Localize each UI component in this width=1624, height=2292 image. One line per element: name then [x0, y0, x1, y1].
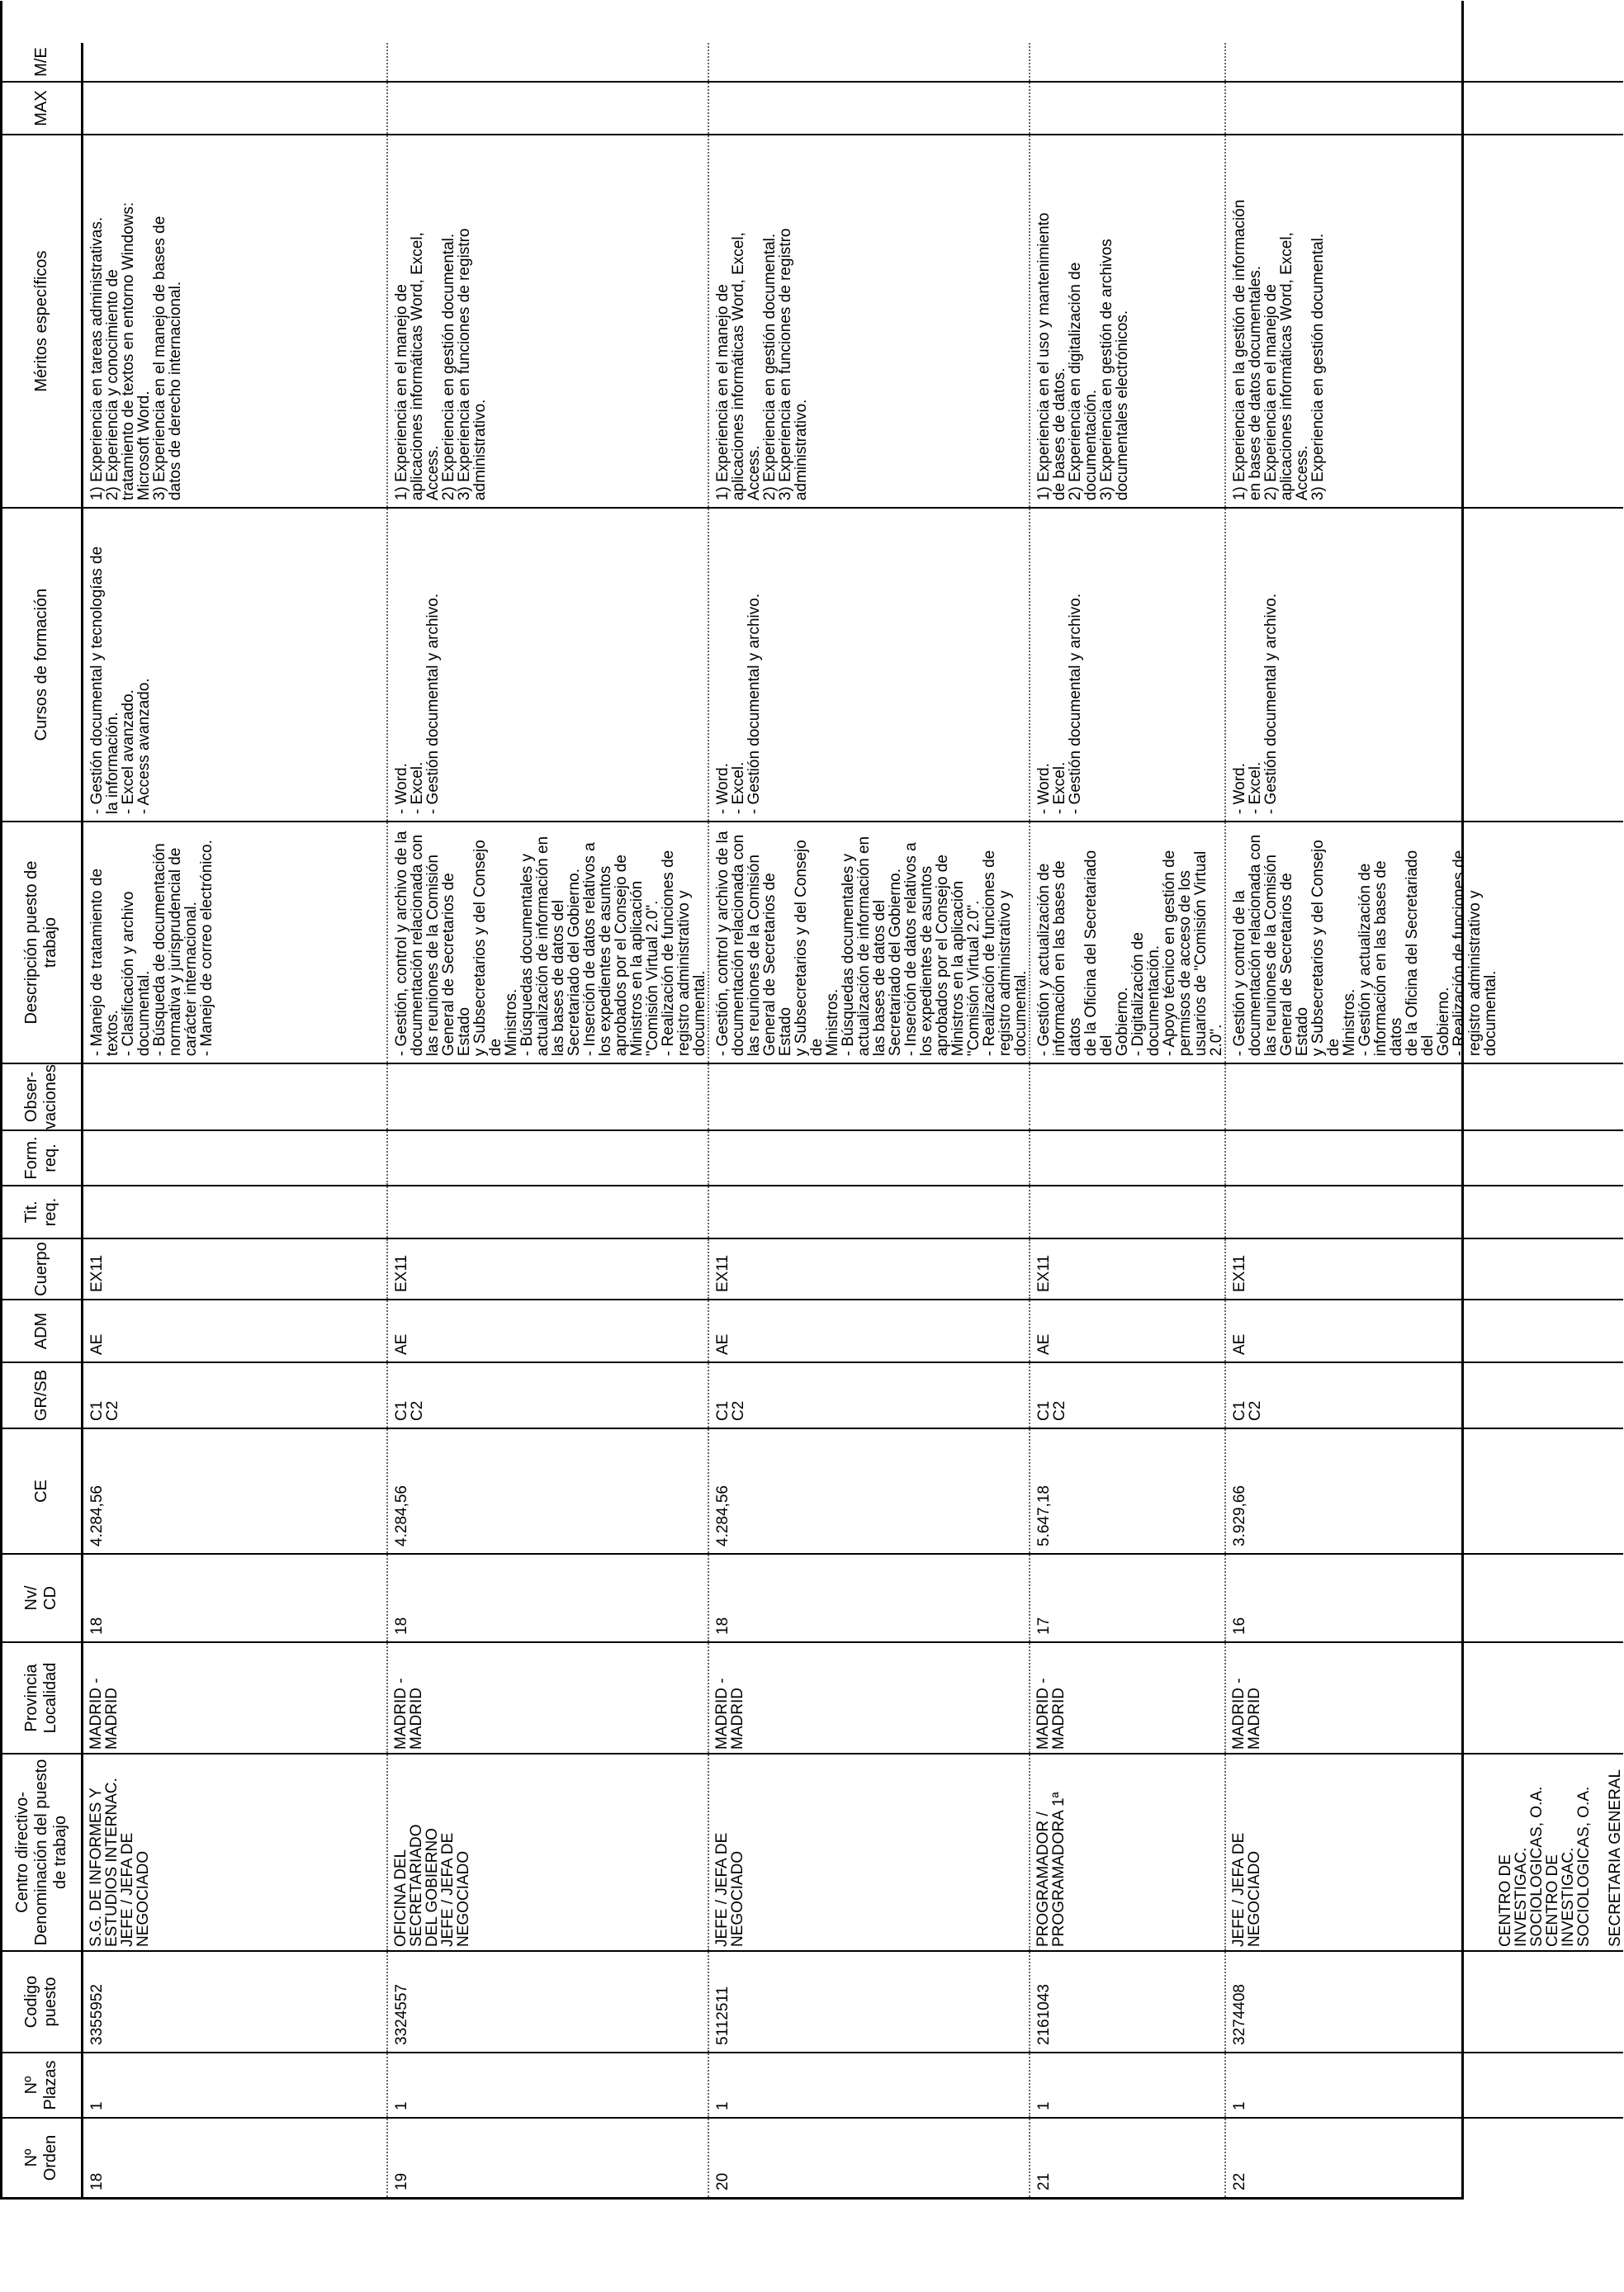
header-titulacion: Tit. req.: [2, 1186, 82, 1238]
cell-adm: AE: [387, 1300, 708, 1362]
header-plazas: Nº Plazas: [2, 2053, 82, 2118]
cell-adm: AE: [1225, 1300, 1623, 1362]
cell-orden: 18: [82, 2118, 387, 2197]
cell-max: [1225, 82, 1623, 135]
cell-cuerpo: EX11: [1225, 1238, 1623, 1300]
cell-codigo: 3324557: [387, 1951, 708, 2053]
cell-titulacion: [82, 1186, 387, 1238]
cell-titulacion: [1225, 1186, 1623, 1238]
cell-ce: 5.647,18: [1030, 1428, 1225, 1554]
header-nivel: Nv/ CD: [2, 1554, 82, 1642]
header-ce: CE: [2, 1428, 82, 1554]
cell-provincia: MADRID - MADRID: [1030, 1642, 1225, 1754]
positions-table: [2, 43, 1623, 2197]
header-observaciones: Obser- vaciones: [2, 1063, 82, 1130]
cell-adm: AE: [1030, 1300, 1225, 1362]
cell-observaciones: [1030, 1063, 1225, 1130]
cell-descripcion: - Gestión, control y archivo de la documentación relacionada con las reuniones de la Comisión General de Secretarios de Estado y Subsecretarios y del Consejo de Ministros. - Búsquedas documentales y actualización de información en las bases de datos del Secretariado del Gobierno. - Inserción de datos relativos a los expedientes de asuntos aprobados por el Consejo de Ministros en la aplicación "Comisión Virtual 2.0". - Realización de funciones de registro administrativo y documental.: [387, 822, 708, 1063]
cell-centro: JEFE / JEFA DE NEGOCIADO: [708, 1754, 1030, 1951]
header-row: [2, 43, 82, 2197]
cell-codigo: 3274408: [1225, 1951, 1623, 2053]
header-formacion: Form. req.: [2, 1130, 82, 1186]
header-me: M/E: [2, 43, 82, 82]
cell-observaciones: [387, 1063, 708, 1130]
cell-ce: 3.929,66: [1225, 1428, 1623, 1554]
cell-max: [82, 82, 387, 135]
cell-centro: S.G. DE INFORMES Y ESTUDIOS INTERNAC. JEFE / JEFA DE NEGOCIADO: [82, 1754, 387, 1951]
cell-descripcion: - Manejo de tratamiento de textos. - Clasificación y archivo documental. - Búsqueda de documentación normativa y jurisprudencial de carácter internacional. - Manejo de correo electrónico.: [82, 822, 387, 1063]
cell-cuerpo: EX11: [387, 1238, 708, 1300]
cell-meritos: 1) Experiencia en el manejo de aplicaciones informáticas Word, Excel, Access. 2) Experiencia en gestión documental. 3) Experiencia en funciones de registro administrativo.: [708, 135, 1030, 508]
header-max: MAX: [2, 82, 82, 135]
header-orden: Nº Orden: [2, 2118, 82, 2197]
cell-titulacion: [708, 1186, 1030, 1238]
cell-formacion: [82, 1130, 387, 1186]
cell-me: [1030, 43, 1225, 82]
cell-cursos: - Gestión documental y tecnologías de la información. - Excel avanzado. - Access avanzado.: [82, 508, 387, 822]
cell-grupo: C1 C2: [708, 1362, 1030, 1428]
cell-adm: AE: [82, 1300, 387, 1362]
cell-me: [1225, 43, 1623, 82]
cell-me: [387, 43, 708, 82]
cell-centro: OFICINA DEL SECRETARIADO DEL GOBIERNO JEFE / JEFA DE NEGOCIADO: [387, 1754, 708, 1951]
cell-provincia: MADRID - MADRID: [708, 1642, 1030, 1754]
cell-cuerpo: EX11: [82, 1238, 387, 1300]
table-row: [1030, 43, 1225, 2197]
cell-nivel: 16: [1225, 1554, 1623, 1642]
cell-centro: PROGRAMADOR / PROGRAMADORA 1ª: [1030, 1754, 1225, 1951]
header-cursos: Cursos de formación: [2, 508, 82, 822]
cell-me: [82, 43, 387, 82]
cell-me: [708, 43, 1030, 82]
cell-provincia: MADRID - MADRID: [387, 1642, 708, 1754]
header-centro: Centro directivo- Denominación del puesto de trabajo: [2, 1754, 82, 1951]
cell-meritos: 1) Experiencia en la gestión de información en bases de datos documentales. 2) Experiencia en el manejo de aplicaciones informáticas Word, Excel, Access. 3) Experiencia en gestión documental.: [1225, 135, 1623, 508]
header-provincia: Provincia Localidad: [2, 1642, 82, 1754]
cell-plazas: 1: [708, 2053, 1030, 2118]
header-cuerpo: Cuerpo: [2, 1238, 82, 1300]
cell-plazas: 1: [82, 2053, 387, 2118]
cell-descripcion: - Gestión y actualización de información en las bases de datos de la Oficina del Secretariado del Gobierno. - Digitalización de documentación. - Apoyo técnico en gestión de permisos de acceso de los usuarios de "Comisión Virtual 2.0".: [1030, 822, 1225, 1063]
cell-ce: 4.284,56: [387, 1428, 708, 1554]
cell-observaciones: [1225, 1063, 1623, 1130]
cell-observaciones: [708, 1063, 1030, 1130]
cell-descripcion: - Gestión, control y archivo de la documentación relacionada con las reuniones de la Comisión General de Secretarios de Estado y Subsecretarios y del Consejo de Ministros. - Búsquedas documentales y actualización de información en las bases de datos del Secretariado del Gobierno. - Inserción de datos relativos a los expedientes de asuntos aprobados por el Consejo de Ministros en la aplicación "Comisión Virtual 2.0". - Realización de funciones de registro administrativo y documental.: [708, 822, 1030, 1063]
cell-titulacion: [1030, 1186, 1225, 1238]
cell-meritos: 1) Experiencia en el uso y mantenimiento de bases de datos. 2) Experiencia en digitalización de documentación. 3) Experiencia en gestión de archivos documentales electrónicos.: [1030, 135, 1225, 508]
table-row: [708, 43, 1030, 2197]
cell-cuerpo: EX11: [1030, 1238, 1225, 1300]
header-adm: ADM: [2, 1300, 82, 1362]
cell-grupo: C1 C2: [387, 1362, 708, 1428]
cell-orden: 22: [1231, 2172, 1248, 2190]
cell-ce: 4.284,56: [708, 1428, 1030, 1554]
cell-meritos: 1) Experiencia en el manejo de aplicaciones informáticas Word, Excel, Access. 2) Experiencia en gestión documental. 3) Experiencia en funciones de registro administrativo.: [387, 135, 708, 508]
cell-grupo: C1 C2: [1225, 1362, 1623, 1428]
header-descripcion: Descripción puesto de trabajo: [2, 822, 82, 1063]
cell-formacion: [1030, 1130, 1225, 1186]
cell-observaciones: [82, 1063, 387, 1130]
cell-cursos: - Word. - Excel. - Gestión documental y archivo.: [387, 508, 708, 822]
cell-centro: JEFE / JEFA DE NEGOCIADO CENTRO DE INVESTIGAC. SOCIOLOGICAS, O.A. CENTRO DE INVESTIGAC. SOCIOLOGICAS, O.A. SECRETARIA GENERAL: [1225, 1754, 1623, 1951]
cell-cursos: - Word. - Excel. - Gestión documental y archivo.: [1225, 508, 1623, 822]
cell-cursos: - Word. - Excel. - Gestión documental y archivo.: [708, 508, 1030, 822]
cell-meritos: 1) Experiencia en tareas administrativas. 2) Experiencia y conocimiento de tratamiento de textos en entorno Windows: Microsoft Word. 3) Experiencia en el manejo de bases de datos de derecho internacional.: [82, 135, 387, 508]
cell-formacion: [387, 1130, 708, 1186]
page-margin: [0, 2200, 1465, 2292]
cell-adm: AE: [708, 1300, 1030, 1362]
cell-cuerpo: EX11: [708, 1238, 1030, 1300]
positions-table-frame: [0, 1, 1624, 2200]
cell-provincia: MADRID - MADRID: [1225, 1642, 1623, 1754]
cell-codigo: 5112511: [708, 1951, 1030, 2053]
cell-descripcion: - Gestión y control de la documentación relacionada con las reuniones de la Comisión General de Secretarios de Estado y Subsecretarios y del Consejo de Ministros. - Gestión y actualización de información en las bases de datos de la Oficina del Secretariado del Gobierno. - Realización de funciones de registro administrativo y documental.: [1225, 822, 1623, 1063]
cell-provincia: MADRID - MADRID: [82, 1642, 387, 1754]
table-row: [1225, 43, 1623, 2197]
header-grupo: GR/SB: [2, 1362, 82, 1428]
cell-max: [1030, 82, 1225, 135]
cell-plazas: 1: [1225, 2053, 1623, 2118]
header-codigo: Codigo puesto: [2, 1951, 82, 2053]
table-row: [82, 43, 387, 2197]
cell-codigo: 2161043: [1030, 1951, 1225, 2053]
cell-ce: 4.284,56: [82, 1428, 387, 1554]
cell-orden: 21: [1030, 2118, 1225, 2197]
cell-titulacion: [387, 1186, 708, 1238]
cell-orden: 20: [708, 2118, 1030, 2197]
cell-orden: 19: [387, 2118, 708, 2197]
cell-grupo: C1 C2: [82, 1362, 387, 1428]
header-meritos: Méritos específicos: [2, 135, 82, 508]
cell-formacion: [1225, 1130, 1623, 1186]
cell-plazas: 1: [387, 2053, 708, 2118]
cell-grupo: C1 C2: [1030, 1362, 1225, 1428]
cell-cursos: - Word. - Excel. - Gestión documental y archivo.: [1030, 508, 1225, 822]
cell-plazas: 1: [1030, 2053, 1225, 2118]
cell-nivel: 17: [1030, 1554, 1225, 1642]
cell-codigo: 3355952: [82, 1951, 387, 2053]
cell-max: [708, 82, 1030, 135]
cell-formacion: [708, 1130, 1030, 1186]
cell-nivel: 18: [387, 1554, 708, 1642]
cell-nivel: 18: [82, 1554, 387, 1642]
table-row: [387, 43, 708, 2197]
cell-nivel: 18: [708, 1554, 1030, 1642]
cell-max: [387, 82, 708, 135]
